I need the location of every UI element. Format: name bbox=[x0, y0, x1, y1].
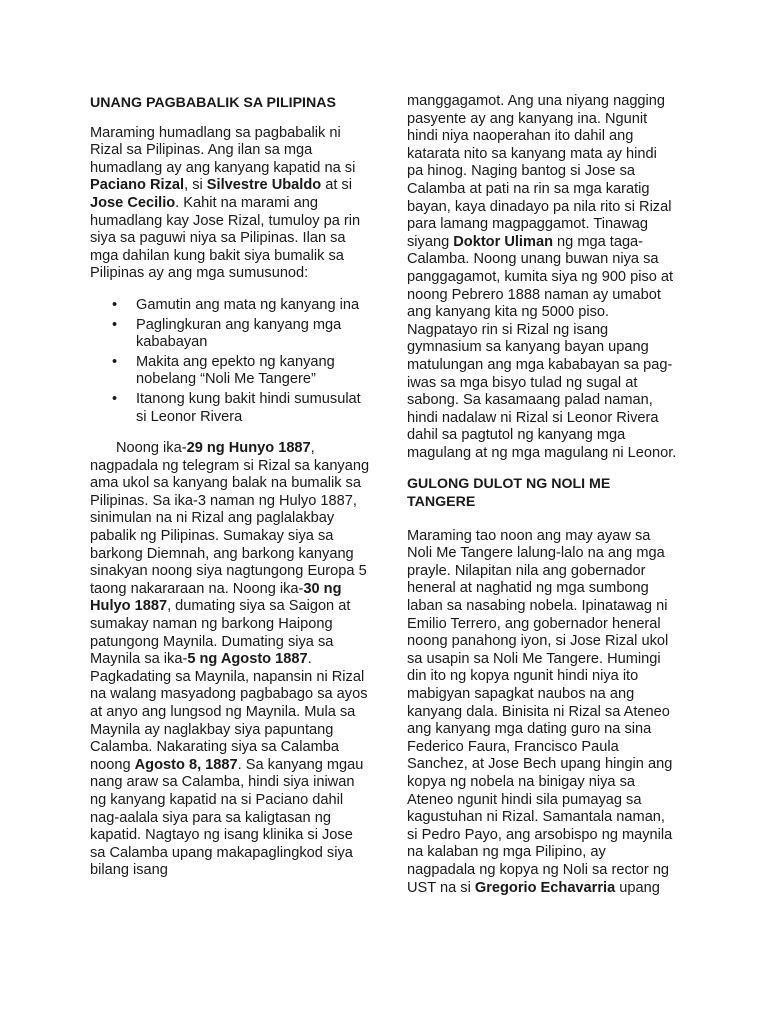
section-heading-pagbabalik: UNANG PAGBABALIK SA PILIPINAS bbox=[90, 95, 336, 111]
text-run: at si bbox=[321, 177, 357, 194]
text-run: manggagamot. Ang una niyang nagging pasyente ay ang kanyang ina. Ngunit hindi niya naoperahan ito dahil ang katarata nito sa kanyang mata ay hindi pa hinog. Naging bantog si Jose sa Calamba at pati na rin sa mga karatig bayan, kaya dinadayo pa nila rito si Rizal para lamang magpaggamot. Tinawag siyang bbox=[407, 93, 676, 250]
bold-text: 29 ng Hunyo 1887 bbox=[186, 440, 311, 457]
bold-text: Doktor Uliman bbox=[453, 233, 553, 250]
text-run: . Pagkadating sa Maynila, napansin ni Rizal na walang masyadong pagbabago sa ayos at anyo ang lungsod ng Maynila. Mula sa Maynila ay naglakbay siya papuntang Calamba. Nakarating siya sa Calamba noong bbox=[90, 651, 372, 773]
right-column bbox=[407, 0, 677, 897]
text-run: . Kahit na marami ang humadlang kay Jose Rizal, tumuloy pa rin siya sa paguwi niya sa Pilipinas. Ilan sa mga dahilan kung bakit siya bumalik sa Pilipinas ay ang mga sumusunod: bbox=[90, 194, 365, 282]
list-item: • Paglingkuran ang kanyang mga kababayan bbox=[112, 316, 342, 351]
text-run: Maraming humadlang sa pagbabalik ni Rizal sa Pilipinas. Ang ilan sa mga humadlang ay ang kanyang kapatid na si bbox=[90, 124, 360, 176]
bold-text: Gregorio Echavarria bbox=[474, 879, 616, 896]
body-paragraph-return bbox=[90, 440, 372, 880]
text-run: , dumating siya sa Saigon at sumakay naman ng barkong Haipong patungong Maynila. Dumating siya sa Maynila sa ika- bbox=[90, 598, 355, 668]
section-heading-noli: GULONG DULOT NG NOLI ME TANGERE bbox=[407, 476, 611, 511]
bullet-icon: • bbox=[112, 353, 118, 370]
text-run: , si bbox=[184, 177, 207, 194]
bold-text: Jose Cecilio bbox=[90, 194, 176, 211]
body-paragraph-noli bbox=[407, 528, 677, 897]
text-run: upang bbox=[615, 879, 660, 896]
text-run: Maraming tao noon ang may ayaw sa Noli Me Tangere lalung-lalo na ang mga prayle. Nilapitan nila ang gobernador heneral at naghatid ng mga sumbong laban sa nasabing nobela. Ipinatawag ni Emilio Terrero, ang gobernador heneral noong panahong iyon, si Jose Rizal ukol sa usapin sa Noli Me Tangere. Humingi din ito ng kopya ngunit hindi niya ito mabigyan sapagkat naubos na ang kanyang dala. Binisita ni Rizal sa Ateneo ang kanyang mga dating guro na sina Federico Faura, Francisco Paula Sanchez, at Jose Bech upang hingin ang kopya ng nobela na binigay niya sa Ateneo ngunit hindi sila pumayag sa kagustuhan ni Rizal. Samantala naman, si Pedro Payo, ang arsobispo ng maynila na kalaban ng mga Pilipino, ay nagpadala ng kopya ng Noli sa rector ng UST na si bbox=[407, 527, 677, 896]
list-item: • Makita ang epekto ng kanyang nobelang “Noli Me Tangere” bbox=[112, 353, 335, 388]
list-item: • Gamutin ang mata ng kanyang ina bbox=[112, 296, 360, 313]
text-run: Noong ika- bbox=[116, 440, 187, 457]
bullet-icon: • bbox=[112, 316, 118, 333]
list-item: • Itanong kung bakit hindi sumusulat si Leonor Rivera bbox=[112, 390, 361, 425]
text-run: . Sa kanyang mgau nang araw sa Calamba, hindi siya iniwan ng kanyang kapatid na si Paciano dahil nag-aalala siya para sa kaligtasan ng kapatid. Nagtayo ng isang klinika si Jose sa Calamba upang makapaglingkod siya bilang isang bbox=[90, 756, 368, 879]
bold-text: Agosto 8, 1887 bbox=[134, 756, 238, 773]
bold-text: Silvestre Ubaldo bbox=[206, 177, 322, 194]
continuation-paragraph bbox=[407, 93, 677, 462]
bold-text: 30 ng Hulyo 1887 bbox=[90, 580, 346, 615]
bullet-icon: • bbox=[112, 390, 118, 407]
bold-text: Paciano Rizal bbox=[90, 177, 185, 194]
left-column bbox=[90, 0, 372, 880]
reasons-list bbox=[90, 297, 372, 426]
bold-text: 5 ng Agosto 1887 bbox=[187, 651, 308, 668]
text-run: , nagpadala ng telegram si Rizal sa kanyang ama ukol sa kanyang balak na bumalik sa Pilipinas. Sa ika-3 naman ng Hulyo 1887, sinimulan na ni Rizal ang paglalakbay pabalik ng Pilipinas. Sumakay siya sa barkong Diemnah, ang barkong kanyang sinakyan noong siya nagtungong Europa 5 taong nakararaan na. Noong ika- bbox=[90, 440, 374, 597]
bullet-icon: • bbox=[112, 296, 118, 313]
text-run: ng mga taga-Calamba. Noong unang buwan niya sa panggagamot, kumita siya ng 900 piso at noong Pebrero 1888 naman ay umabot ang kanyang kita ng 5000 piso. Nagpatayo rin si Rizal ng isang gymnasium sa kanyang bayan upang matulungan ang mga kababayan sa pag-iwas sa mga bisyo tulad ng sugal at sabong. Sa kasamaang palad naman, hindi nadalaw ni Rizal si Leonor Rivera dahil sa pagtutol ng kanyang mga magulang at ng mga magulang ni Leonor. bbox=[407, 233, 678, 461]
intro-paragraph bbox=[90, 125, 372, 283]
